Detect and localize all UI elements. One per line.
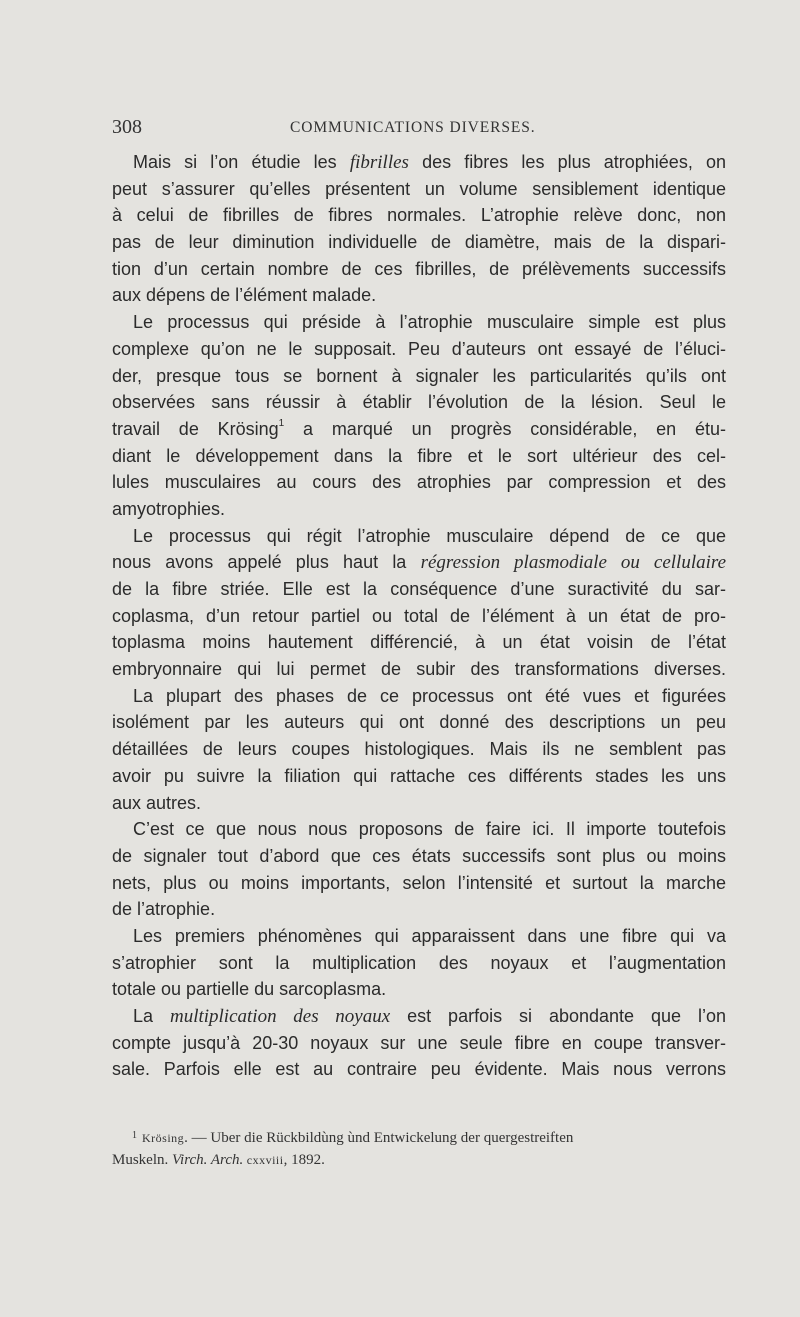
text-line: nets, plus ou moins importants, selon l’intensité et surtout la marche (112, 872, 726, 893)
text-line: toplasma moins hautement différencié, à un état voisin de l’état (112, 632, 726, 653)
text-line: Le processus qui préside à l’atrophie musculaire simple est plus (133, 312, 726, 333)
footnote-number: 1 (132, 1130, 137, 1141)
text-line: tion d’un certain nombre de ces fibrilles, de prélèvements successifs (112, 258, 726, 279)
text-line: de signaler tout d’abord que ces états successifs sont plus ou moins (112, 845, 726, 866)
text-line: embryonnaire qui lui permet de subir des transformations diverses. (112, 659, 726, 680)
text-line: peut s’assurer qu’elles présentent un volume sensiblement identique (112, 178, 726, 199)
text-line: Mais si l’on étudie les fibrilles des fibres les plus atrophiées, on (133, 152, 726, 173)
text-line: pas de leur diminution individuelle de diamètre, mais de la dispari- (112, 232, 726, 253)
text-line: der, presque tous se bornent à signaler les particularités qu’ils ont (112, 365, 726, 386)
page-number: 308 (112, 116, 142, 138)
text-line: s’atrophier sont la multiplication des noyaux et l’augmentation (112, 952, 726, 973)
text-line: sale. Parfois elle est au contraire peu évidente. Mais nous verrons (112, 1059, 726, 1080)
text-line: détaillées de leurs coupes histologiques. Mais ils ne semblent pas (112, 739, 726, 760)
text-line: Les premiers phénomènes qui apparaissent dans une fibre qui va (133, 925, 726, 946)
page-header (112, 116, 726, 140)
text-line: de l’atrophie. (112, 899, 216, 920)
footnote-ref: 1 (278, 417, 285, 429)
text-line: compte jusqu’à 20-30 noyaux sur une seule fibre en coupe transver- (112, 1032, 726, 1053)
text-line: nous avons appelé plus haut la régression plasmodiale ou cellulaire (112, 552, 726, 574)
footnote (112, 1127, 726, 1171)
text-line: amyotrophies. (112, 498, 226, 519)
footnote-line: $^1$ Krösing. — Uber die Rückbildùng ùnd Entwickelung der quergestreiften (132, 1130, 574, 1146)
text-line: lules musculaires au cours des atrophies par compression et des (112, 472, 726, 493)
footnote-journal: Virch. Arch. (172, 1152, 244, 1168)
text-line: observées sans réussir à établir l’évolution de la lésion. Seul le (112, 392, 726, 413)
body-text (112, 149, 726, 1083)
text-line: C’est ce que nous nous proposons de faire ici. Il importe toutefois (133, 819, 726, 840)
text-line: de la fibre striée. Elle est la conséquence d’une suractivité du sar- (112, 579, 726, 599)
text-line: aux dépens de l’élément malade. (112, 285, 377, 306)
text-line: isolément par les auteurs qui ont donné des descriptions un peu (112, 712, 726, 733)
footnote-author: Krösing (142, 1131, 185, 1145)
text-line: à celui de fibrilles de fibres normales. L’atrophie relève donc, non (112, 205, 726, 226)
text-line: La multiplication des noyaux est parfois si abondante que l’on (133, 1006, 726, 1027)
text-line: La plupart des phases de ce processus ont été vues et figurées (133, 685, 726, 706)
text-line: diant le développement dans la fibre et le sort ultérieur des cel- (112, 445, 726, 466)
text-line: avoir pu suivre la filiation qui rattache ces différents stades les uns (112, 765, 726, 786)
text-line: Le processus qui régit l’atrophie musculaire dépend de ce que (133, 525, 726, 546)
footnote-line: Muskeln. Virch. Arch. cxxviii, 1892. (112, 1152, 325, 1168)
text-line: coplasma, d’un retour partiel ou total de l’élément à un état de pro- (112, 605, 726, 626)
running-title: COMMUNICATIONS DIVERSES. (290, 119, 536, 136)
text-line: aux autres. (112, 792, 202, 813)
text-line: totale ou partielle du sarcoplasma. (112, 979, 387, 1000)
text-line: complexe qu’on ne le supposait. Peu d’auteurs ont essayé de l’éluci- (112, 338, 726, 359)
text-line: travail de Krösing$^1$ a marqué un progrès considérable, en étu- (112, 417, 726, 439)
